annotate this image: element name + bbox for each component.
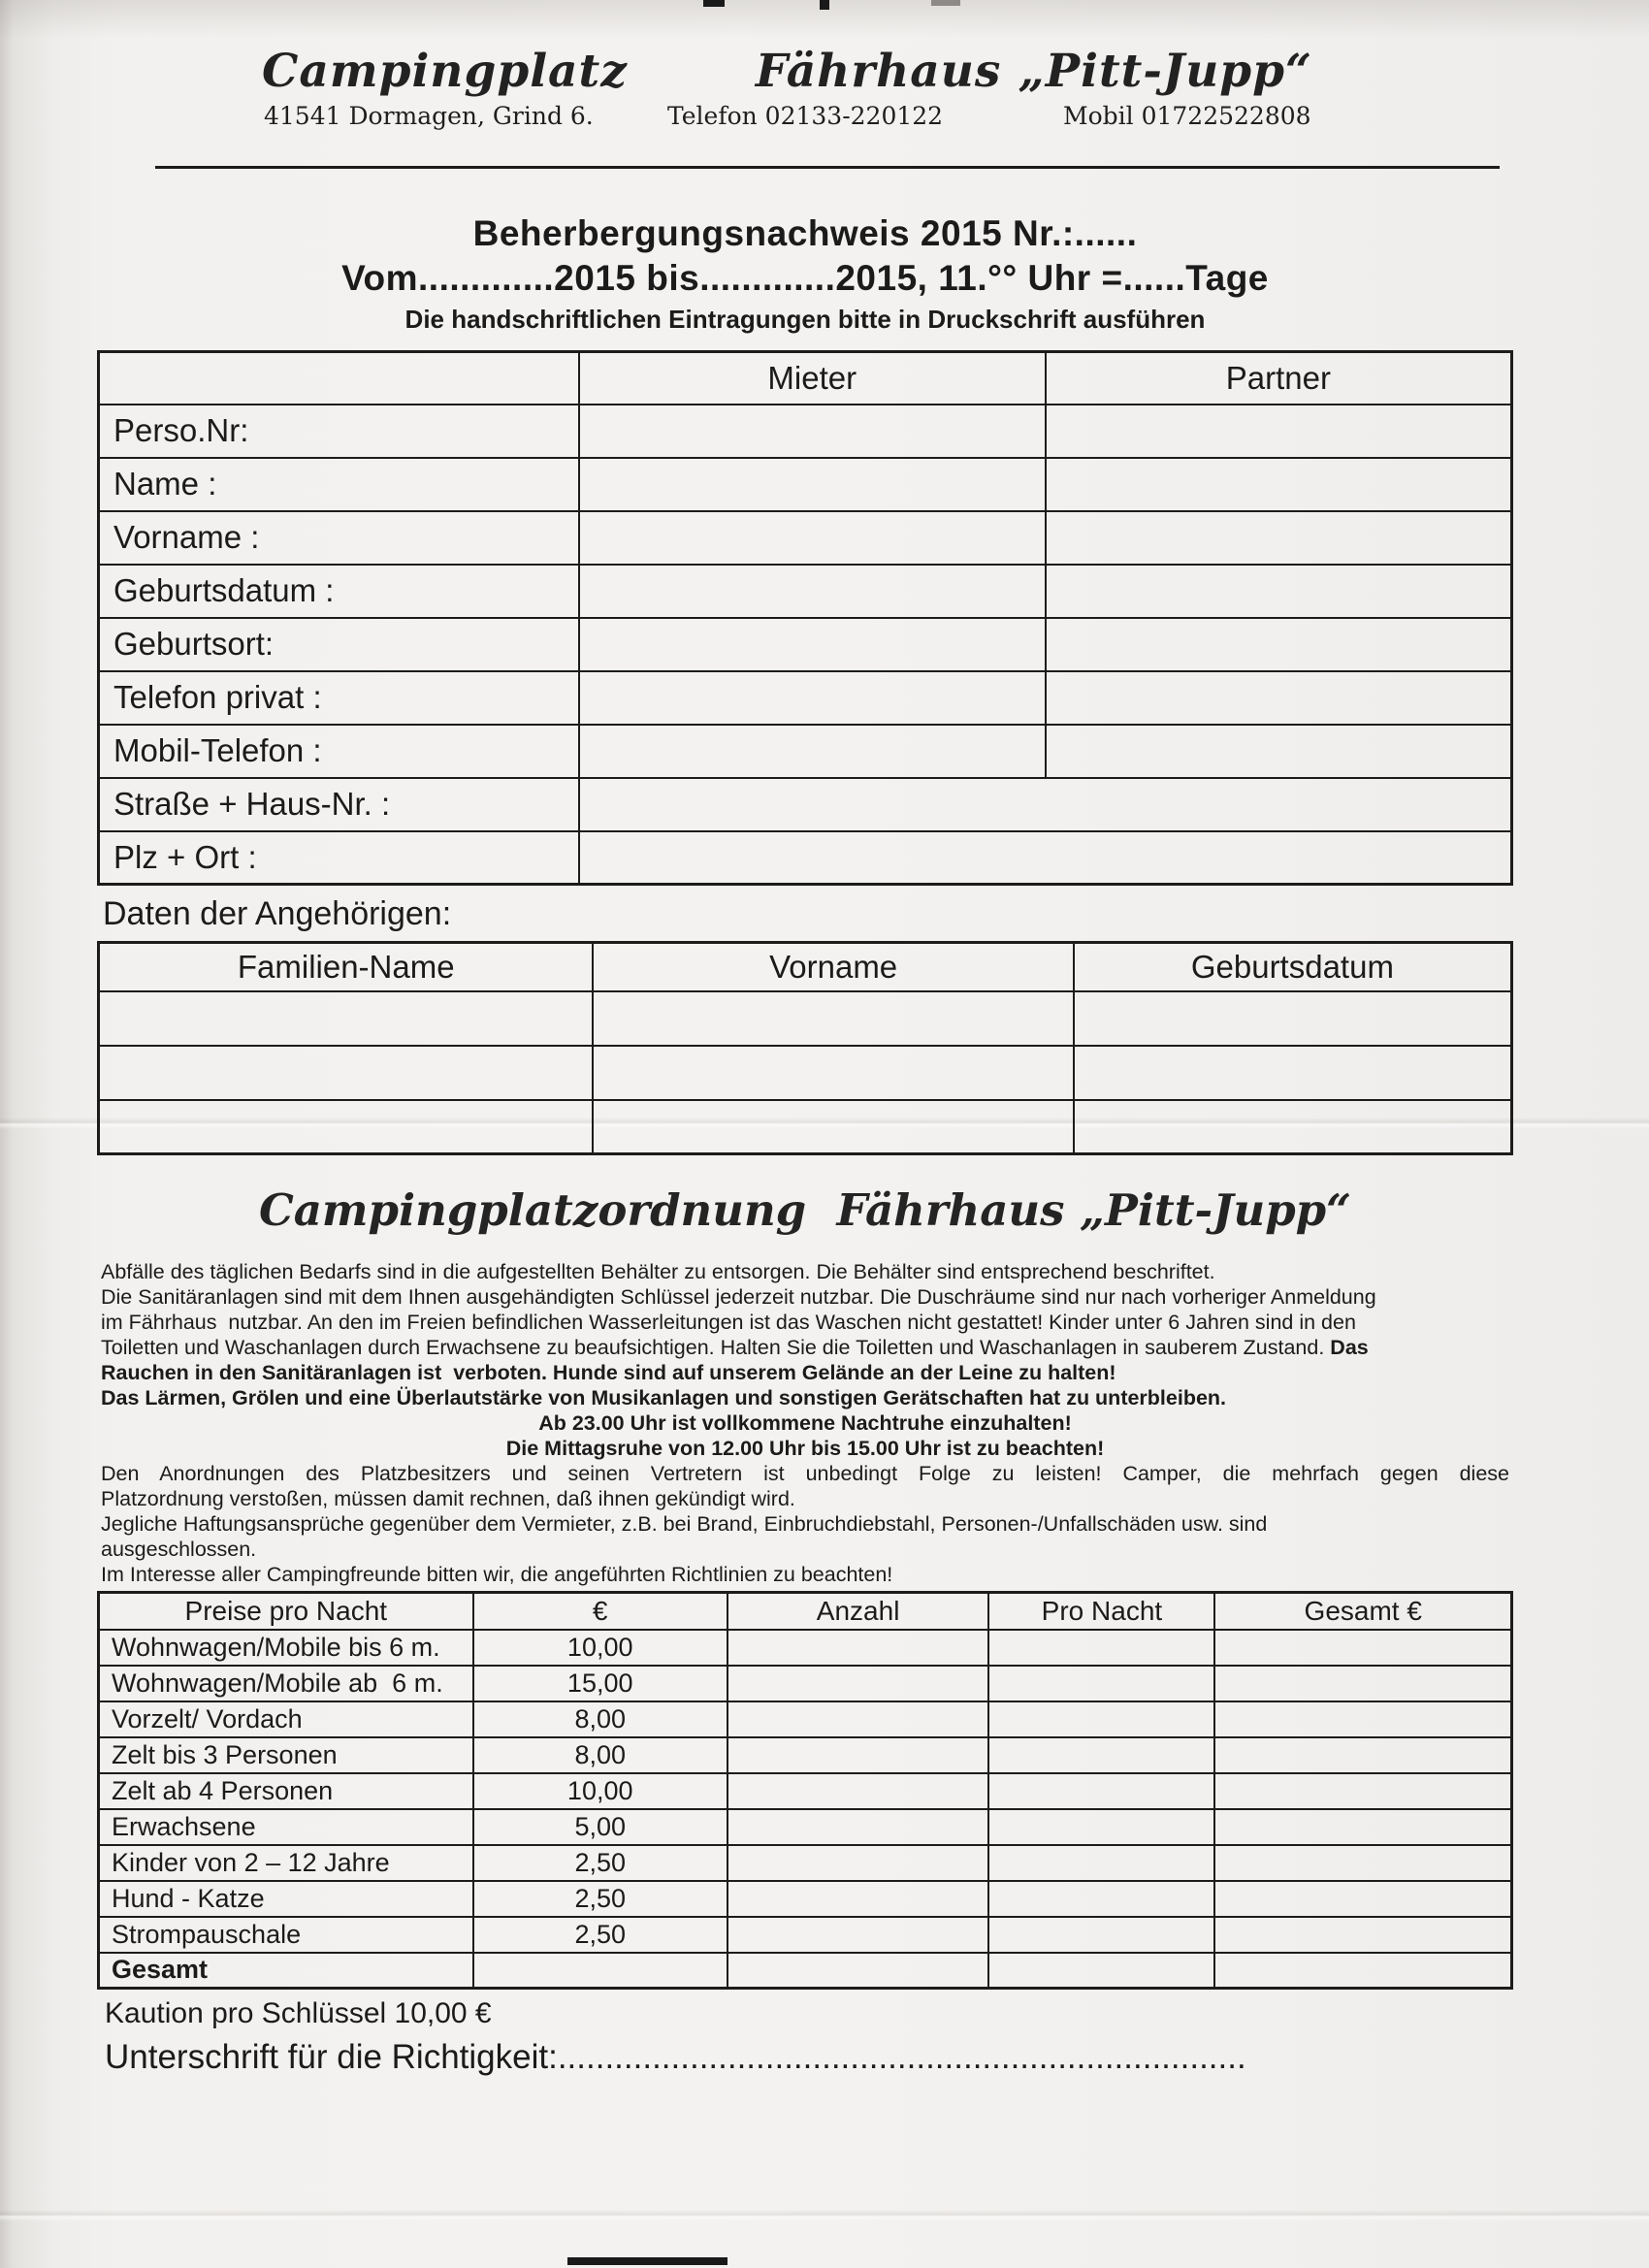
- guest-row-vorname: [99, 511, 1512, 565]
- form-page: [97, 45, 1513, 2077]
- rule-line: im Fährhaus nutzbar. An den im Freien befindlichen Wasserleitungen ist das Waschen nicht gestattet! Kinder unter 6 Jahren sind in den: [101, 1311, 1356, 1334]
- price-value: 2,50: [473, 1845, 728, 1881]
- shared-value-cell: [579, 831, 1512, 885]
- price-label: Gesamt: [99, 1953, 473, 1989]
- anzahl-cell: [728, 1701, 989, 1737]
- row-label: Name :: [99, 458, 579, 511]
- deposit-note: Kaution pro Schlüssel 10,00 €: [105, 1997, 492, 2029]
- pro-nacht-cell: [988, 1737, 1214, 1773]
- price-value: 8,00: [473, 1737, 728, 1773]
- price-row: [99, 1845, 1512, 1881]
- pro-nacht-cell: [988, 1917, 1214, 1953]
- empty-cell: [593, 991, 1073, 1046]
- price-label: Zelt ab 4 Personen: [99, 1773, 473, 1809]
- col-header-familien-name: Familien-Name: [99, 943, 594, 991]
- partner-value-cell: [1046, 725, 1512, 778]
- col-header-pro-nacht: Pro Nacht: [988, 1593, 1214, 1630]
- pro-nacht-cell: [988, 1809, 1214, 1845]
- letterhead-contact-row: [97, 102, 1513, 137]
- rule-line: Die Sanitäranlagen sind mit dem Ihnen ausgehändigten Schlüssel jederzeit nutzbar. Die Duschräume sind nur nach vorheriger Anmeldung: [101, 1285, 1376, 1309]
- price-label: Zelt bis 3 Personen: [99, 1737, 473, 1773]
- relatives-empty-row: [99, 1100, 1512, 1154]
- price-value: 2,50: [473, 1881, 728, 1917]
- anzahl-cell: [728, 1773, 989, 1809]
- rule-line: Platzordnung verstoßen, müssen damit rechnen, daß ihnen gekündigt wird.: [101, 1487, 795, 1510]
- pro-nacht-cell: [988, 1701, 1214, 1737]
- partner-value-cell: [1046, 511, 1512, 565]
- pro-nacht-cell: [988, 1845, 1214, 1881]
- guest-row-plz-ort: [99, 831, 1512, 885]
- price-table: [97, 1591, 1513, 1990]
- rules-heading: Campingplatzordnung Fährhaus „Pitt-Jupp“: [258, 1184, 1352, 1236]
- rule-line: Rauchen in den Sanitäranlagen ist verboten. Hunde sind auf unserem Gelände an der Leine zu halten!: [101, 1361, 1116, 1384]
- col-header-mieter: Mieter: [579, 352, 1046, 405]
- anzahl-cell: [728, 1953, 989, 1989]
- rule-line-text: Toiletten und Waschanlagen durch Erwachsene zu beaufsichtigen. Halten Sie die Toiletten und Waschanlagen in sauberem Zustand.: [101, 1336, 1331, 1359]
- guest-row-name: [99, 458, 1512, 511]
- form-instruction: Die handschriftlichen Eintragungen bitte in Druckschrift ausführen: [404, 305, 1206, 334]
- gesamt-cell: [1214, 1881, 1511, 1917]
- price-row: [99, 1881, 1512, 1917]
- row-label: Geburtsdatum :: [99, 565, 579, 618]
- rule-line: [101, 1335, 1509, 1360]
- relatives-empty-row: [99, 1046, 1512, 1100]
- partner-value-cell: [1046, 618, 1512, 671]
- col-header-geburtsdatum: Geburtsdatum: [1074, 943, 1512, 991]
- form-date-line: Vom.............2015 bis.............2015, 11.°° Uhr =......Tage: [341, 258, 1269, 298]
- gesamt-cell: [1214, 1630, 1511, 1666]
- empty-cell: [99, 1046, 594, 1100]
- col-header-preise: Preise pro Nacht: [99, 1593, 473, 1630]
- rule-line: Ab 23.00 Uhr ist vollkommene Nachtruhe einzuhalten!: [538, 1411, 1072, 1435]
- shared-value-cell: [579, 778, 1512, 831]
- price-label: Hund - Katze: [99, 1881, 473, 1917]
- guest-row-telefon-privat: [99, 671, 1512, 725]
- price-value: 2,50: [473, 1917, 728, 1953]
- scan-artifact: [567, 2257, 728, 2265]
- scan-artifact: [931, 0, 960, 6]
- gesamt-cell: [1214, 1917, 1511, 1953]
- pro-nacht-cell: [988, 1666, 1214, 1701]
- anzahl-cell: [728, 1917, 989, 1953]
- header-divider: [155, 166, 1500, 169]
- rule-line: Den Anordnungen des Platzbesitzers und seinen Vertretern ist unbedingt Folge zu leisten! Camper, die mehrfach gegen diese: [101, 1462, 1509, 1485]
- mieter-value-cell: [579, 458, 1046, 511]
- relatives-table: [97, 941, 1513, 1155]
- pro-nacht-cell: [988, 1953, 1214, 1989]
- mieter-value-cell: [579, 671, 1046, 725]
- col-header-vorname: Vorname: [593, 943, 1073, 991]
- row-label: Telefon privat :: [99, 671, 579, 725]
- col-header-anzahl: Anzahl: [728, 1593, 989, 1630]
- mieter-value-cell: [579, 725, 1046, 778]
- empty-cell: [1074, 991, 1512, 1046]
- anzahl-cell: [728, 1881, 989, 1917]
- rule-line: Jegliche Haftungsansprüche gegenüber dem Vermieter, z.B. bei Brand, Einbruchdiebstahl, Personen-/Unfallschäden usw. sind: [101, 1512, 1268, 1536]
- paper-fold-crease: [0, 2210, 1649, 2221]
- gesamt-cell: [1214, 1953, 1511, 1989]
- partner-value-cell: [1046, 565, 1512, 618]
- empty-cell: [1074, 1046, 1512, 1100]
- price-row: [99, 1701, 1512, 1737]
- price-header-row: [99, 1593, 1512, 1630]
- price-label: Strompauschale: [99, 1917, 473, 1953]
- mieter-value-cell: [579, 405, 1046, 458]
- gesamt-cell: [1214, 1701, 1511, 1737]
- mieter-value-cell: [579, 565, 1046, 618]
- guest-row-perso-nr: [99, 405, 1512, 458]
- mieter-value-cell: [579, 618, 1046, 671]
- anzahl-cell: [728, 1845, 989, 1881]
- anzahl-cell: [728, 1809, 989, 1845]
- pro-nacht-cell: [988, 1630, 1214, 1666]
- phone-text: Telefon 02133-220122: [667, 102, 944, 130]
- price-row: [99, 1737, 1512, 1773]
- empty-header-cell: [99, 352, 579, 405]
- rule-line: Abfälle des täglichen Bedarfs sind in die aufgestellten Behälter zu entsorgen. Die Behälter sind entsprechend beschriftet.: [101, 1260, 1215, 1283]
- price-value: [473, 1953, 728, 1989]
- guest-table: [97, 350, 1513, 886]
- price-row: [99, 1773, 1512, 1809]
- letterhead: [97, 45, 1513, 98]
- price-label: Erwachsene: [99, 1809, 473, 1845]
- row-label: Geburtsort:: [99, 618, 579, 671]
- guest-row-geburtsort: [99, 618, 1512, 671]
- form-title-block: [97, 213, 1513, 335]
- anzahl-cell: [728, 1630, 989, 1666]
- row-label: Perso.Nr:: [99, 405, 579, 458]
- partner-value-cell: [1046, 671, 1512, 725]
- col-header-partner: Partner: [1046, 352, 1512, 405]
- relatives-heading: Daten der Angehörigen:: [103, 895, 452, 932]
- col-header-euro: €: [473, 1593, 728, 1630]
- empty-cell: [99, 991, 594, 1046]
- signature-line: Unterschrift für die Richtigkeit:.........................................................................: [105, 2038, 1246, 2076]
- rule-line: ausgeschlossen.: [101, 1538, 257, 1561]
- price-value: 15,00: [473, 1666, 728, 1701]
- mieter-value-cell: [579, 511, 1046, 565]
- anzahl-cell: [728, 1666, 989, 1701]
- price-label: Wohnwagen/Mobile bis 6 m.: [99, 1630, 473, 1666]
- gesamt-cell: [1214, 1773, 1511, 1809]
- gesamt-cell: [1214, 1809, 1511, 1845]
- price-value: 10,00: [473, 1773, 728, 1809]
- pro-nacht-cell: [988, 1773, 1214, 1809]
- gesamt-cell: [1214, 1666, 1511, 1701]
- form-title: Beherbergungsnachweis 2015 Nr.:......: [472, 213, 1138, 253]
- campsite-brand-subname: Fährhaus „Pitt-Jupp“: [755, 45, 1313, 98]
- guest-row-strasse: [99, 778, 1512, 831]
- relatives-header-row: [99, 943, 1512, 991]
- anzahl-cell: [728, 1737, 989, 1773]
- rule-line: Das Lärmen, Grölen und eine Überlautstärke von Musikanlagen und sonstigen Gerätschaften hat zu unterbleiben.: [101, 1386, 1227, 1409]
- price-value: 10,00: [473, 1630, 728, 1666]
- rule-line-bold-text: Das: [1330, 1336, 1369, 1359]
- row-label: Mobil-Telefon :: [99, 725, 579, 778]
- empty-cell: [1074, 1100, 1512, 1154]
- rule-line: Im Interesse aller Campingfreunde bitten wir, die angeführten Richtlinien zu beachten!: [101, 1563, 893, 1586]
- rule-line: Die Mittagsruhe von 12.00 Uhr bis 15.00 Uhr ist zu beachten!: [505, 1437, 1105, 1460]
- price-row: [99, 1809, 1512, 1845]
- empty-cell: [99, 1100, 594, 1154]
- rules-paragraph: [97, 1259, 1513, 1587]
- address-text: 41541 Dormagen, Grind 6.: [264, 102, 594, 130]
- pro-nacht-cell: [988, 1881, 1214, 1917]
- gesamt-cell: [1214, 1845, 1511, 1881]
- price-row: [99, 1630, 1512, 1666]
- price-label: Vorzelt/ Vordach: [99, 1701, 473, 1737]
- row-label: Plz + Ort :: [99, 831, 579, 885]
- price-value: 5,00: [473, 1809, 728, 1845]
- relatives-empty-row: [99, 991, 1512, 1046]
- partner-value-cell: [1046, 405, 1512, 458]
- price-row: [99, 1917, 1512, 1953]
- guest-table-header-row: [99, 352, 1512, 405]
- price-value: 8,00: [473, 1701, 728, 1737]
- price-row: [99, 1666, 1512, 1701]
- empty-cell: [593, 1100, 1073, 1154]
- price-total-row: [99, 1953, 1512, 1989]
- guest-row-geburtsdatum: [99, 565, 1512, 618]
- row-label: Straße + Haus-Nr. :: [99, 778, 579, 831]
- price-label: Kinder von 2 – 12 Jahre: [99, 1845, 473, 1881]
- row-label: Vorname :: [99, 511, 579, 565]
- scan-artifact: [820, 0, 829, 10]
- gesamt-cell: [1214, 1737, 1511, 1773]
- price-label: Wohnwagen/Mobile ab 6 m.: [99, 1666, 473, 1701]
- col-header-gesamt: Gesamt €: [1214, 1593, 1511, 1630]
- guest-row-mobil-telefon: [99, 725, 1512, 778]
- scan-artifact: [703, 0, 725, 7]
- empty-cell: [593, 1046, 1073, 1100]
- mobile-text: Mobil 01722522808: [1063, 102, 1311, 130]
- campsite-brand-name: Campingplatz: [262, 45, 628, 98]
- partner-value-cell: [1046, 458, 1512, 511]
